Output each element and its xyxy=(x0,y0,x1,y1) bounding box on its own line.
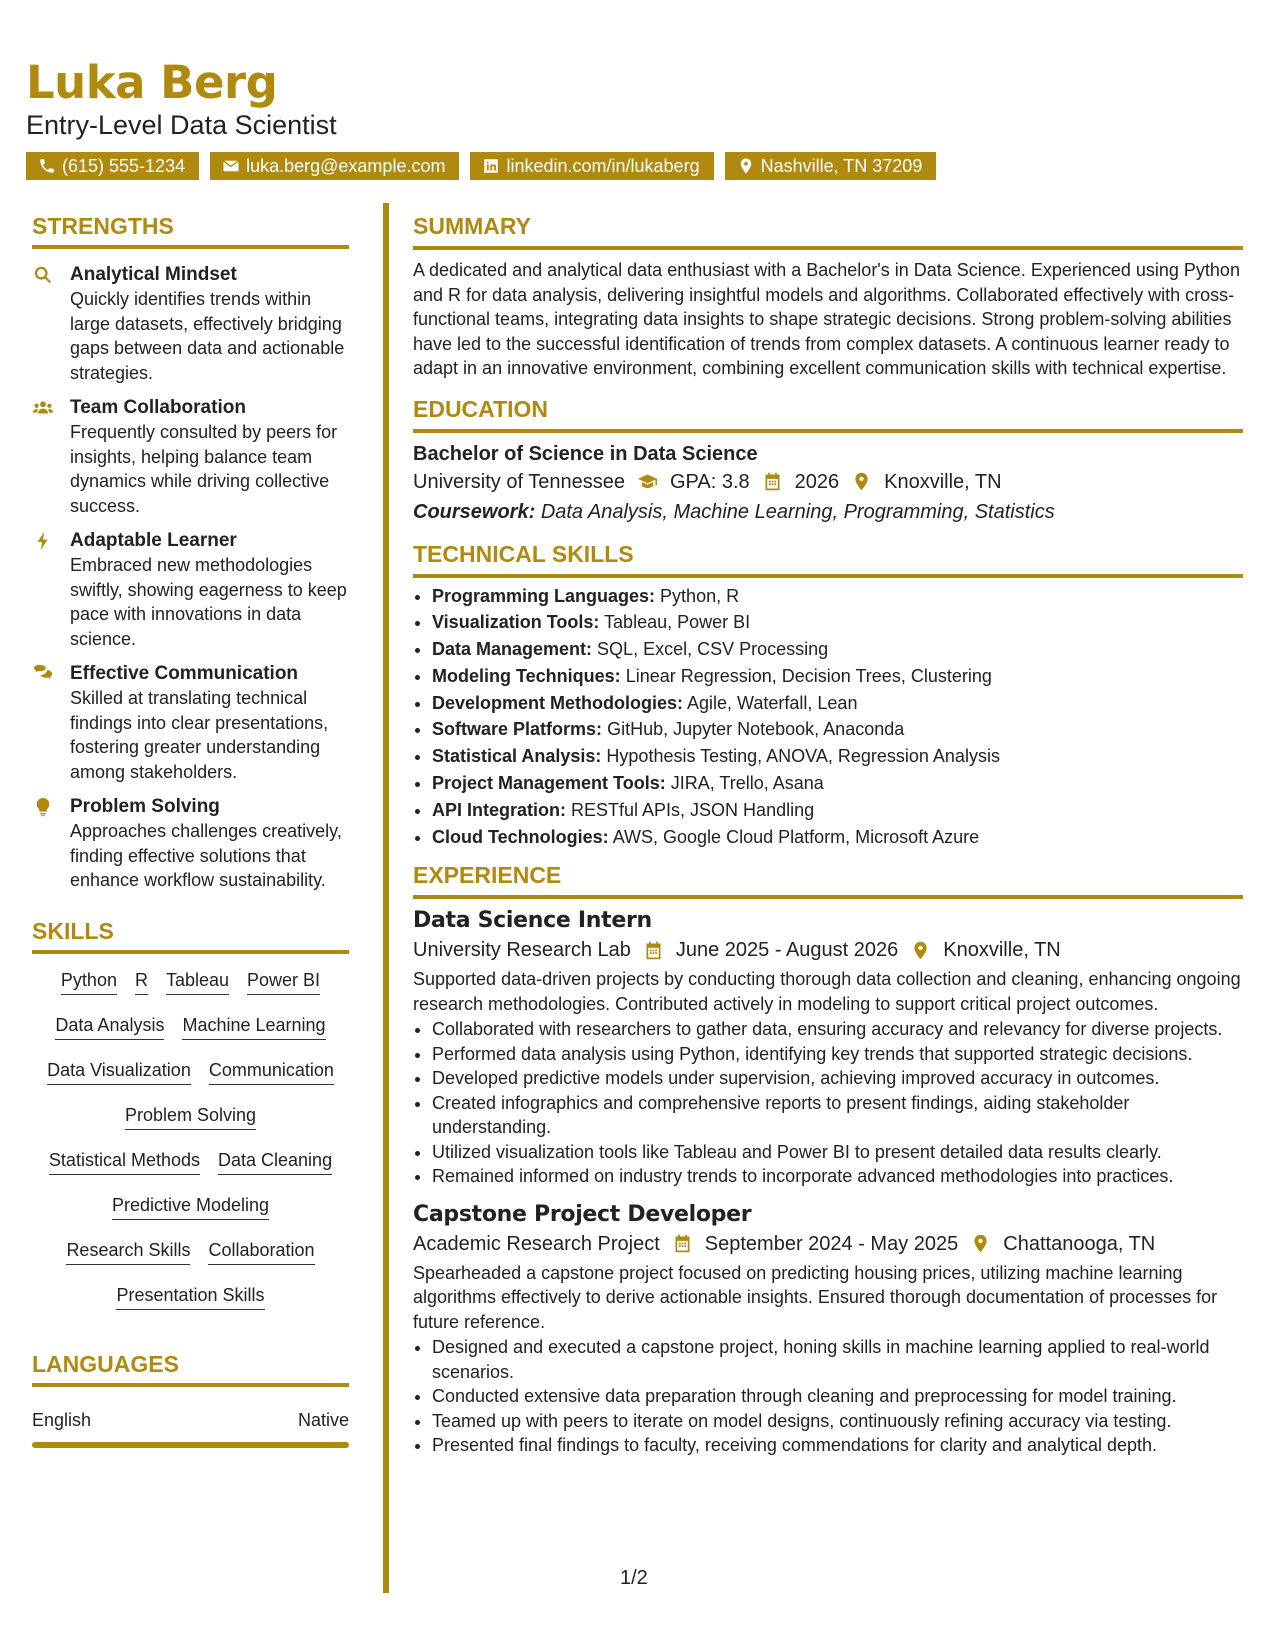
list-item: • Collaborated with researchers to gather data, ensuring accuracy and relevancy for diverse projects. xyxy=(432,1017,1243,1042)
language-name: English xyxy=(32,1409,92,1430)
technical-skills-list xyxy=(413,583,1243,851)
envelope-icon xyxy=(222,157,240,175)
list-item: • Remained informed on industry trends to incorporate advanced methodologies into practices. xyxy=(432,1164,1243,1189)
contact-linkedin[interactable] xyxy=(470,152,713,180)
job-dates: June 2025 - August 2026 xyxy=(675,939,899,962)
calendar-icon xyxy=(643,940,664,961)
strength-item xyxy=(32,529,349,651)
school-name: University of Tennessee xyxy=(413,470,625,493)
strength-desc: Embraced new methodologies swiftly, showing eagerness to keep pace with innovations in data science. xyxy=(70,555,347,649)
skill-label: Development Methodologies: xyxy=(432,692,684,713)
skill-value: Python, R xyxy=(660,585,740,606)
skill-value: Linear Regression, Decision Trees, Clustering xyxy=(625,665,992,686)
chat-bubbles-icon xyxy=(32,663,54,685)
list-item: • Conducted extensive data preparation through cleaning and preprocessing for model training. xyxy=(432,1384,1243,1409)
list-item: • Utilized visualization tools like Tableau and Power BI to present detailed data results clearly. xyxy=(432,1140,1243,1165)
strength-title: Problem Solving xyxy=(70,796,220,817)
contact-location[interactable] xyxy=(725,152,937,180)
lightbulb-icon xyxy=(32,796,54,818)
language-proficiency-bar xyxy=(32,1442,349,1448)
job-meta xyxy=(413,1229,1243,1259)
strength-desc: Frequently consulted by peers for insights, helping balance team dynamics while driving collective success. xyxy=(70,422,338,516)
list-item: • Developed predictive models under supervision, achieving improved accuracy in outcomes. xyxy=(432,1066,1243,1091)
email-text: luka.berg@example.com xyxy=(246,156,446,176)
users-icon xyxy=(32,397,54,419)
skill-row xyxy=(32,1238,349,1283)
contact-bar xyxy=(26,152,936,180)
skill-label: API Integration: xyxy=(432,799,566,820)
list-item xyxy=(432,609,1243,636)
strength-item xyxy=(32,795,349,893)
coursework-list: Data Analysis, Machine Learning, Programming, Statistics xyxy=(540,500,1055,523)
skill-tag: Power BI xyxy=(247,968,320,995)
coursework-label: Coursework: xyxy=(413,500,536,523)
skill-tag: Tableau xyxy=(166,968,229,995)
contact-phone[interactable] xyxy=(26,152,199,180)
skill-row xyxy=(32,1283,349,1328)
summary-heading: SUMMARY xyxy=(413,215,1243,250)
map-pin-icon xyxy=(910,940,931,961)
experience-heading: EXPERIENCE xyxy=(413,864,1243,899)
skill-tag: Data Cleaning xyxy=(218,1148,332,1175)
skills-heading: SKILLS xyxy=(32,920,349,954)
job-meta xyxy=(413,935,1243,965)
strength-title: Adaptable Learner xyxy=(70,530,237,551)
list-item xyxy=(432,583,1243,610)
phone-text: (615) 555-1234 xyxy=(62,156,186,176)
map-pin-icon xyxy=(851,471,872,492)
list-item: • Created infographics and comprehensive reports to present findings, aiding stakeholder understanding. xyxy=(432,1091,1243,1140)
skill-tag: R xyxy=(135,968,148,995)
gpa-text: GPA: 3.8 xyxy=(669,470,750,493)
job-dates: September 2024 - May 2025 xyxy=(704,1232,959,1255)
strength-item xyxy=(32,396,349,518)
skill-label: Statistical Analysis: xyxy=(432,746,602,767)
education-meta xyxy=(413,467,1243,497)
job-title: Capstone Project Developer xyxy=(413,1201,752,1227)
skill-row xyxy=(32,1193,349,1238)
map-pin-icon xyxy=(737,157,755,175)
graduation-cap-icon xyxy=(637,471,658,492)
skill-label: Visualization Tools: xyxy=(432,612,600,633)
language-item xyxy=(32,1410,349,1431)
job-title-heading: Entry-Level Data Scientist xyxy=(26,110,337,140)
skill-tag: Problem Solving xyxy=(125,1103,256,1130)
coursework-line xyxy=(413,497,1243,527)
skill-tag: Data Visualization xyxy=(47,1058,191,1085)
skill-row xyxy=(32,1013,349,1058)
graduation-year: 2026 xyxy=(794,470,840,493)
list-item: • Designed and executed a capstone project, honing skills in machine learning applied to real-world scenarios. xyxy=(432,1335,1243,1384)
left-column xyxy=(32,215,349,1448)
skill-tag: Machine Learning xyxy=(182,1013,325,1040)
right-column xyxy=(413,215,1243,1458)
strength-item xyxy=(32,263,349,385)
skill-row xyxy=(32,1058,349,1103)
list-item xyxy=(432,797,1243,824)
skill-label: Programming Languages: xyxy=(432,585,656,606)
skill-label: Data Management: xyxy=(432,639,593,660)
skill-value: SQL, Excel, CSV Processing xyxy=(597,639,829,660)
degree-title: Bachelor of Science in Data Science xyxy=(413,442,758,465)
linkedin-text: linkedin.com/in/lukaberg xyxy=(506,156,700,176)
page-number: 1/2 xyxy=(620,1567,648,1589)
strength-desc: Skilled at translating technical findings into clear presentations, fostering greater understanding among stakeholders. xyxy=(70,688,329,782)
calendar-icon xyxy=(762,471,783,492)
skill-label: Software Platforms: xyxy=(432,719,603,740)
job-org: University Research Lab xyxy=(413,939,631,962)
technical-skills-heading: TECHNICAL SKILLS xyxy=(413,543,1243,578)
job-location: Knoxville, TN xyxy=(943,939,1061,962)
skill-label: Cloud Technologies: xyxy=(432,826,609,847)
phone-icon xyxy=(38,157,56,175)
strength-item xyxy=(32,662,349,784)
skill-tag: Python xyxy=(61,968,117,995)
list-item xyxy=(432,663,1243,690)
skill-value: Hypothesis Testing, ANOVA, Regression Analysis xyxy=(606,746,1000,767)
skill-tag: Collaboration xyxy=(208,1238,314,1265)
skill-tag: Statistical Methods xyxy=(49,1148,200,1175)
languages-heading: LANGUAGES xyxy=(32,1353,349,1387)
strength-desc: Quickly identifies trends within large datasets, effectively bridging gaps between data and actionable strategies. xyxy=(70,289,345,383)
language-level: Native xyxy=(297,1409,349,1430)
calendar-icon xyxy=(672,1233,693,1254)
list-item xyxy=(432,716,1243,743)
skill-tag: Presentation Skills xyxy=(116,1283,264,1310)
skill-value: Agile, Waterfall, Lean xyxy=(687,692,858,713)
skills-list xyxy=(32,954,349,1328)
linkedin-icon xyxy=(482,157,500,175)
job-summary: Spearheaded a capstone project focused on predicting housing prices, utilizing machine learning algorithms effectively to derive actionable insights. Ensured thorough documentation of processes for future reference. xyxy=(413,1262,1218,1332)
column-divider xyxy=(383,203,389,1593)
skill-row xyxy=(32,1103,349,1148)
summary-text: A dedicated and analytical data enthusiast with a Bachelor's in Data Science. Experienced using Python and R for data analysis, delivering insightful models and algorithms. Collaborated effectively with cross-functional teams, integrating data insights to shape strategic decisions. Strong problem-solving abilities have led to the successful identification of trends from complex datasets. A continuous learner ready to adapt in an innovative environment, combining excellent communication skills with technical expertise. xyxy=(413,260,1240,378)
strength-title: Team Collaboration xyxy=(70,397,246,418)
job-bullets xyxy=(413,1017,1243,1189)
education-location: Knoxville, TN xyxy=(884,470,1002,493)
contact-email[interactable] xyxy=(210,152,459,180)
bolt-icon xyxy=(32,530,54,552)
education-heading: EDUCATION xyxy=(413,398,1243,433)
strengths-heading: STRENGTHS xyxy=(32,215,349,249)
strength-title: Effective Communication xyxy=(70,663,299,684)
skill-label: Project Management Tools: xyxy=(432,773,666,794)
list-item xyxy=(432,824,1243,851)
candidate-name: Luka Berg xyxy=(26,56,278,109)
magnifier-icon xyxy=(32,264,54,286)
strength-title: Analytical Mindset xyxy=(70,264,237,285)
list-item xyxy=(432,690,1243,717)
list-item xyxy=(432,743,1243,770)
job-summary: Supported data-driven projects by conducting thorough data collection and cleaning, enhancing ongoing research methodologies. Contributed actively in modeling to support critical project outcomes. xyxy=(413,969,1241,1014)
list-item: • Teamed up with peers to iterate on model designs, continuously refining accuracy via testing. xyxy=(432,1409,1243,1434)
strength-desc: Approaches challenges creatively, finding effective solutions that enhance workflow sustainability. xyxy=(70,821,342,890)
job-org: Academic Research Project xyxy=(413,1232,660,1255)
skill-tag: Data Analysis xyxy=(55,1013,164,1040)
skill-value: AWS, Google Cloud Platform, Microsoft Azure xyxy=(612,826,980,847)
skill-tag: Communication xyxy=(209,1058,334,1085)
map-pin-icon xyxy=(970,1233,991,1254)
list-item xyxy=(432,636,1243,663)
list-item xyxy=(432,770,1243,797)
location-text: Nashville, TN 37209 xyxy=(760,156,923,176)
list-item: • Performed data analysis using Python, identifying key trends that supported strategic decisions. xyxy=(432,1042,1243,1067)
job-bullets xyxy=(413,1335,1243,1458)
skill-tag: Predictive Modeling xyxy=(112,1193,269,1220)
list-item: • Presented final findings to faculty, receiving commendations for clarity and analytical depth. xyxy=(432,1433,1243,1458)
job-location: Chattanooga, TN xyxy=(1003,1232,1156,1255)
skill-label: Modeling Techniques: xyxy=(432,665,621,686)
skill-row xyxy=(32,968,349,1013)
skill-value: Tableau, Power BI xyxy=(604,612,751,633)
skill-value: GitHub, Jupyter Notebook, Anaconda xyxy=(607,719,905,740)
skill-value: JIRA, Trello, Asana xyxy=(670,773,824,794)
job-title: Data Science Intern xyxy=(413,908,652,934)
skill-tag: Research Skills xyxy=(66,1238,190,1265)
skill-row xyxy=(32,1148,349,1193)
skill-value: RESTful APIs, JSON Handling xyxy=(571,799,815,820)
